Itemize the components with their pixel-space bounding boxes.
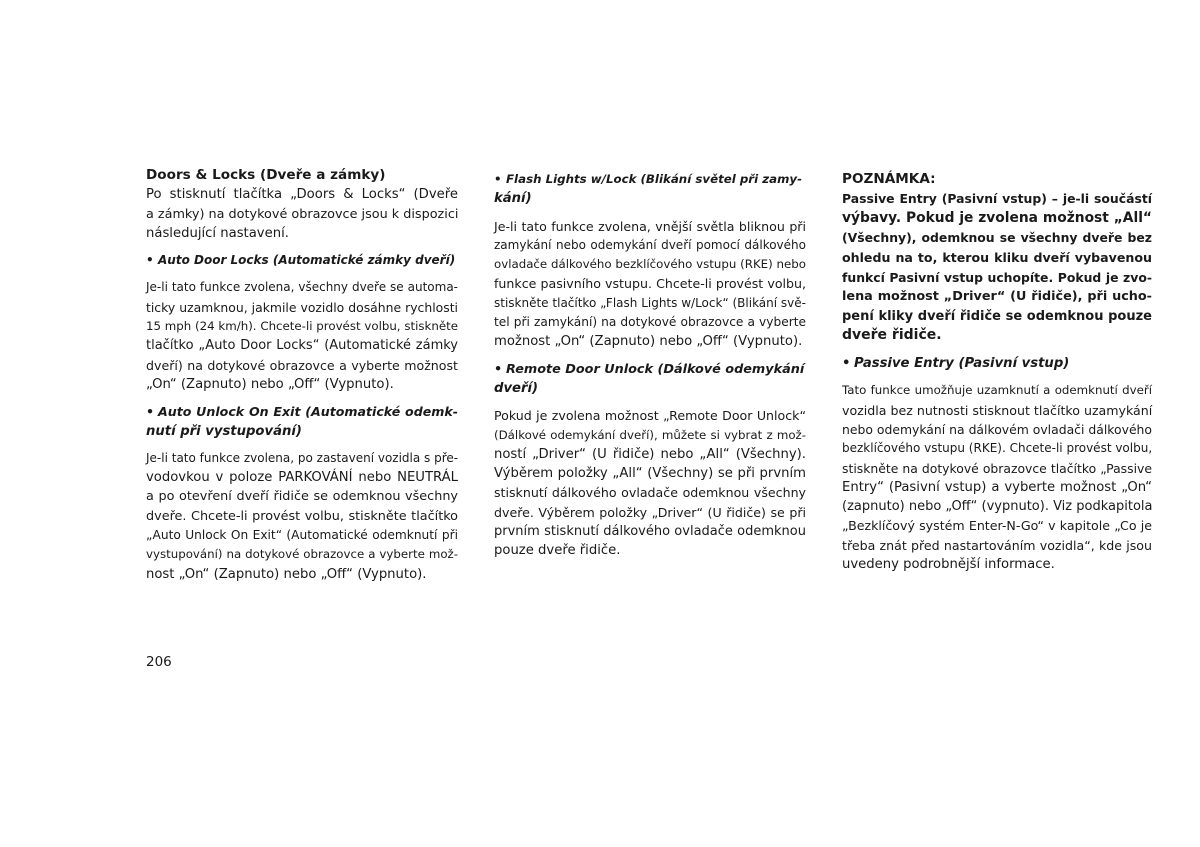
text-line: třeba znát před nastartováním vozidla“, kde jsou	[842, 537, 1152, 553]
note-paragraph	[842, 189, 1152, 346]
intro-paragraph	[146, 185, 458, 243]
text-line: Po stisknutí tlačítka „Doors & Locks“ (Dveře	[146, 187, 458, 203]
bullet-title-remote-door-unlock: • Remote Door Unlock (Dálkové odemykání dveří)	[494, 361, 805, 396]
text-line: dveří) na dotykové obrazovce a vyberte možnost	[146, 357, 458, 373]
text-line: 15 mph (24 km/h). Chcete-li provést volbu, stiskněte	[146, 319, 458, 334]
paragraph-remote-door-unlock	[494, 406, 806, 560]
text-line: zamykání nebo odemykání dveří pomocí dálkového	[494, 237, 806, 252]
text-line: „Bezklíčový systém Enter-N-Go“ v kapitole „Co je	[842, 518, 1152, 534]
text-line: pení kliky dveří řidiče se odemknou pouze	[842, 308, 1152, 324]
bullet-title-auto-door-locks: • Auto Door Locks (Automatické zámky dveří)	[146, 251, 458, 270]
text-line: bezklíčového vstupu (RKE). Chcete-li provést volbu,	[842, 441, 1153, 456]
column-left	[146, 166, 458, 584]
text-line: Výběrem položky „All“ (Všechny) se při prvním	[494, 466, 806, 482]
text-line: uvedeny podrobnější informace.	[842, 557, 1055, 573]
text-line: Passive Entry (Pasivní vstup) – je-li součástí	[842, 191, 1152, 207]
text-line: vozidla bez nutnosti stisknout tlačítko uzamykání	[842, 402, 1153, 418]
text-line: Pokud je zvolena možnost „Remote Door Unlock“	[494, 408, 806, 424]
text-line: vodovkou v poloze PARKOVÁNÍ nebo NEUTRÁL	[146, 470, 458, 486]
text-line: možnost „On“ (Zapnuto) nebo „Off“ (Vypnuto).	[494, 334, 803, 350]
text-line: nost „On“ (Zapnuto) nebo „Off“ (Vypnuto).	[146, 566, 427, 582]
bullet-icon: •	[146, 253, 154, 268]
text-line: Tato funkce umožňuje uzamknutí a odemknutí dveří	[842, 383, 1152, 398]
bullet-title-passive-entry: • Passive Entry (Pasivní vstup)	[842, 354, 1152, 373]
text-line: „Auto Unlock On Exit“ (Automatické odemknutí při	[146, 528, 458, 543]
text-line: dveře. Chcete-li provést volbu, stiskněte tlačítko	[146, 508, 458, 524]
text-line: následující nastavení.	[146, 225, 289, 241]
text-line: Je-li tato funkce zvolena, všechny dveře se automa-	[146, 280, 458, 295]
text-line: Je-li tato funkce zvolena, vnější světla bliknou při	[494, 218, 806, 234]
text-line: a zámky) na dotykové obrazovce jsou k dispozici	[146, 206, 459, 222]
section-heading: Doors & Locks (Dveře a zámky)	[146, 167, 386, 183]
text-line: ností „Driver“ (U řidiče) nebo „All“ (Všechny).	[494, 446, 806, 462]
bullet-icon: •	[842, 356, 851, 372]
text-line: nebo odemykání na dálkovém ovladači dálkového	[842, 421, 1152, 437]
text-line: dveře. Výběrem položky „Driver“ (U řidiče) se při	[494, 504, 806, 520]
text-line: Entry“ (Pasivní vstup) a vyberte možnost „On“	[842, 479, 1152, 495]
text-line: prvním stisknutí dálkového ovladače odemknou	[494, 524, 806, 540]
text-line: stiskněte na dotykové obrazovce tlačítko „Passive	[842, 460, 1152, 476]
bullet-icon: •	[494, 172, 502, 186]
text-line: ovladače dálkového bezklíčového vstupu (RKE) nebo	[494, 257, 806, 272]
bullet-title-auto-unlock-on-exit: • Auto Unlock On Exit (Automatické odemk- nutí při vystupování)	[146, 404, 458, 439]
text-line: tlačítko „Auto Door Locks“ (Automatické zámky	[146, 338, 458, 354]
text-line: výbavy. Pokud je zvolena možnost „All“	[842, 209, 1152, 226]
text-line: lena možnost „Driver“ (U řidiče), při ucho-	[842, 289, 1152, 305]
text-line: vystupování) na dotykové obrazovce a vyberte mož-	[146, 547, 458, 562]
column-right	[842, 166, 1152, 574]
text-line: tel při zamykání) na dotykové obrazovce a vyberte	[494, 315, 806, 330]
text-line: Je-li tato funkce zvolena, po zastavení vozidla s pře-	[146, 450, 459, 465]
bullet-title-flash-lights: • Flash Lights w/Lock (Blikání světel při zamy- kání)	[494, 172, 802, 207]
bullet-icon: •	[494, 361, 503, 377]
text-line: (zapnuto) nebo „Off“ (vypnuto). Viz podkapitola	[842, 499, 1153, 515]
text-line: (Dálkové odemykání dveří), můžete si vybrat z mož-	[494, 427, 806, 442]
note-heading: POZNÁMKA:	[842, 171, 936, 187]
text-line: (Všechny), odemknou se všechny dveře bez	[842, 230, 1152, 246]
text-line: „On“ (Zapnuto) nebo „Off“ (Vypnuto).	[146, 376, 394, 392]
text-line: ticky uzamknou, jakmile vozidlo dosáhne rychlosti	[146, 299, 458, 315]
bullet-icon: •	[146, 404, 155, 420]
text-line: pouze dveře řidiče.	[494, 543, 621, 559]
paragraph-flash-lights	[494, 217, 806, 352]
text-line: stisknutí dálkového ovladače odemknou všechny	[494, 485, 806, 501]
paragraph-auto-unlock-on-exit	[146, 449, 458, 584]
text-line: stiskněte tlačítko „Flash Lights w/Lock“ (Blikání svě-	[494, 295, 806, 310]
text-line: funkce pasivního vstupu. Chcete-li provést volbu,	[494, 276, 806, 292]
text-line: a po otevření dveří řidiče se odemknou všechny	[146, 489, 458, 505]
page-number: 206	[146, 654, 172, 670]
column-middle	[494, 166, 806, 561]
text-line: dveře řidiče.	[842, 327, 942, 344]
text-line: funkcí Pasivní vstup uchopíte. Pokud je zvo-	[842, 269, 1152, 285]
paragraph-auto-door-locks	[146, 278, 458, 394]
paragraph-passive-entry	[842, 381, 1152, 574]
text-line: ohledu na to, kterou kliku dveří vybavenou	[842, 250, 1152, 266]
